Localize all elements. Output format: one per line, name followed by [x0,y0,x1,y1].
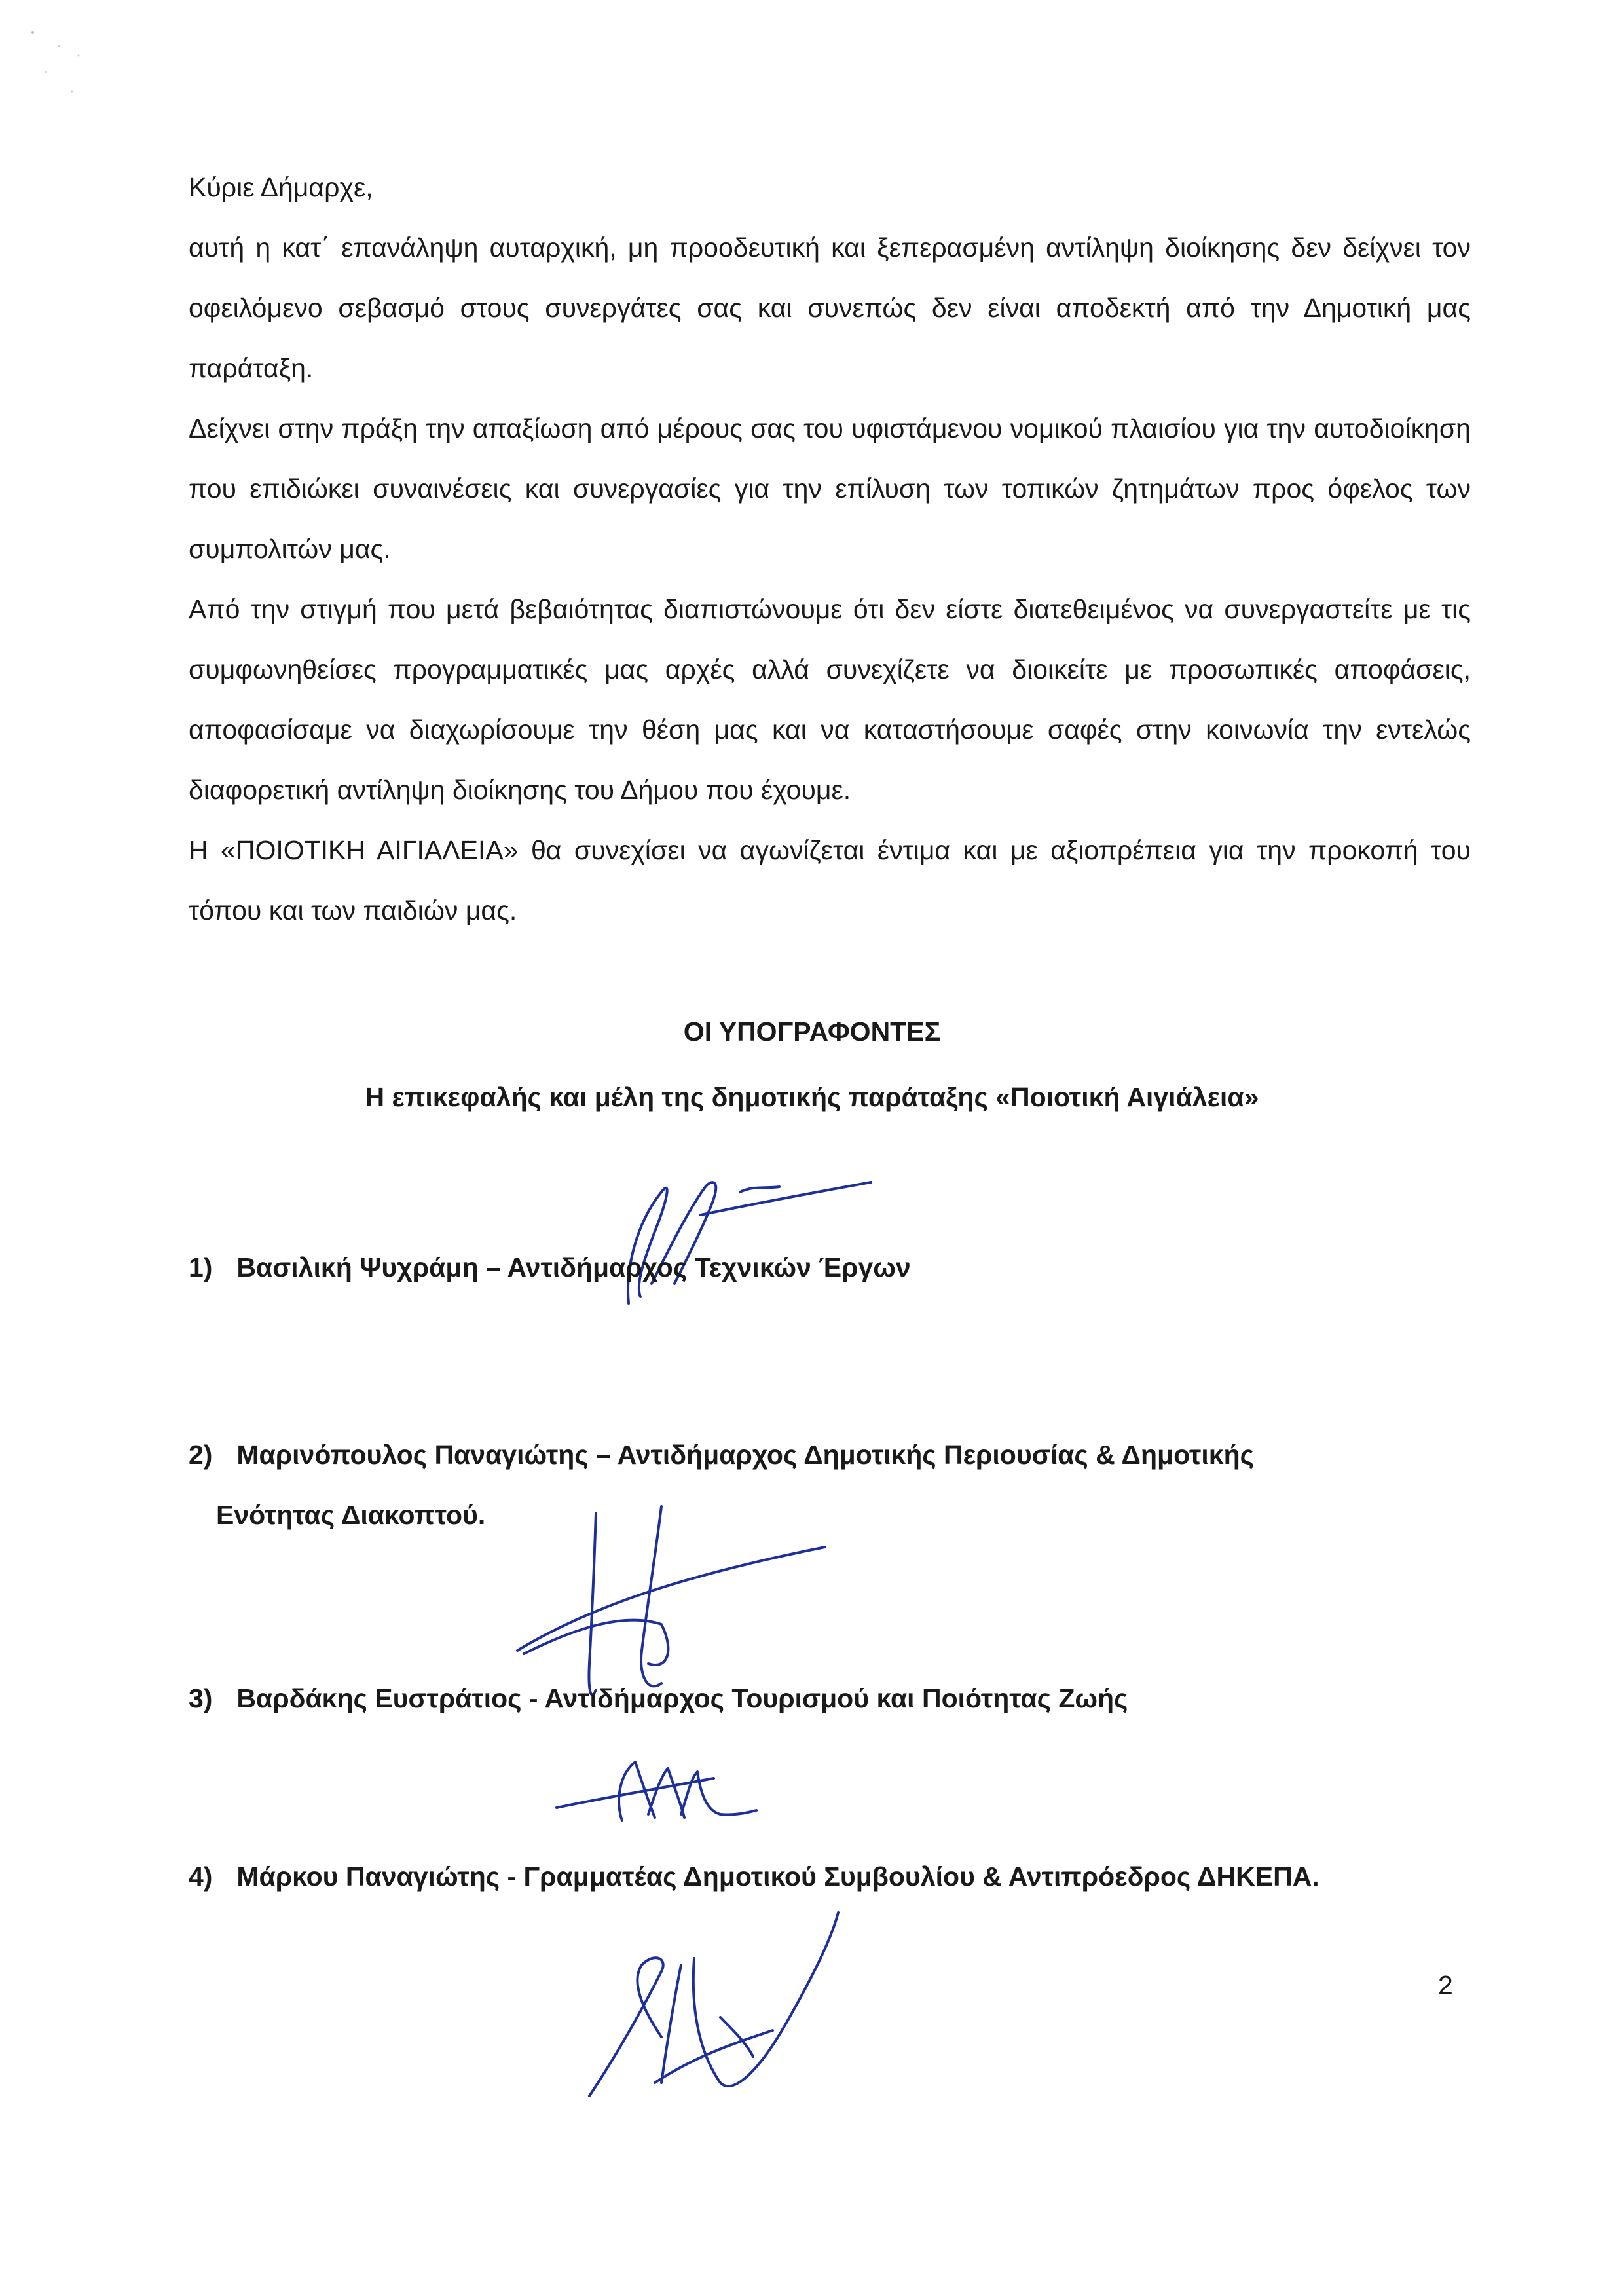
signatory-2-text: Μαρινόπουλος Παναγιώτης – Αντιδήμαρχος Δημοτικής Περιουσίας & Δημοτικής [236,1440,1254,1470]
signature-3 [550,1742,766,1840]
signatory-1-number: 1) [189,1252,213,1282]
paragraph-3: Από την στιγμή που μετά βεβαιότητας διαπιστώνουμε ότι δεν είστε διατεθειμένος να συνεργαστείτε με τις συμφωνηθείσες προγραμματικές μας αρχές αλλά συνεχίζετε να διοικείτε με προσωπικές αποφάσεις, αποφασίσαμε να διαχωρίσουμε την θέση μας και να καταστήσουμε σαφές στην κοινωνία την εντελώς διαφορετική αντίληψη διοίκησης του Δήμου που έχουμε. [189,594,1471,805]
paragraph-4: Η «ΠΟΙΟΤΙΚΗ ΑΙΓΙΑΛΕΙΑ» θα συνεχίσει να αγωνίζεται έντιμα και με αξιοπρέπεια για την προκοπή του τόπου και των παιδιών μας. [189,835,1471,925]
signatory-2-continuation: Ενότητας Διακοπτού. [216,1500,486,1530]
signatory-4-text: Μάρκου Παναγιώτης - Γραμματέας Δημοτικού Συμβουλίου & Αντιπρόεδρος ΔΗΚΕΠΑ. [236,1861,1320,1892]
signatory-1 [189,1252,911,1283]
signature-1 [589,1153,891,1323]
signatory-3-number: 3) [189,1683,213,1713]
scan-specks [20,20,98,105]
paragraph-2: Δείχνει στην πράξη την απαξίωση από μέρους σας του υφιστάμενου νομικού πλαισίου για την αυτοδιοίκηση που επιδιώκει συναινέσεις και συνεργασίες για την επίλυση των τοπικών ζητημάτων προς όφελος των συμπολιτών μας. [189,413,1471,564]
signatory-3-text: Βαρδάκης Ευστράτιος - Αντιδήμαρχος Τουρισμού και Ποιότητας Ζωής [236,1683,1128,1713]
signature-2 [504,1493,845,1709]
signatories-subheading: Η επικεφαλής και μέλη της δημοτικής παράταξης «Ποιοτική Αιγιάλεια» [365,1082,1259,1112]
letter-body [189,157,1471,941]
paragraph-1: αυτή η κατ΄ επανάληψη αυταρχική, μη προοδευτική και ξεπερασμένη αντίληψη διοίκησης δεν δείχνει τον οφειλόμενο σεβασμό στους συνεργάτες σας και συνεπώς δεν είναι αποδεκτή από την Δημοτική μας παράταξη. [189,233,1471,383]
signatories-heading: ΟΙ ΥΠΟΓΡΑΦΟΝΤΕΣ [683,1017,941,1047]
signatory-2 [189,1440,1254,1470]
signatory-3 [189,1683,1128,1714]
salutation: Κύριε Δήμαρχε, [189,172,373,202]
page-number: 2 [1438,1970,1453,2000]
signatory-4-number: 4) [189,1861,213,1892]
signatory-1-text: Βασιλική Ψυχράμη – Αντιδήμαρχος Τεχνικών Έργων [236,1252,911,1282]
signature-4 [563,1886,851,2109]
signatory-2-number: 2) [189,1440,213,1470]
